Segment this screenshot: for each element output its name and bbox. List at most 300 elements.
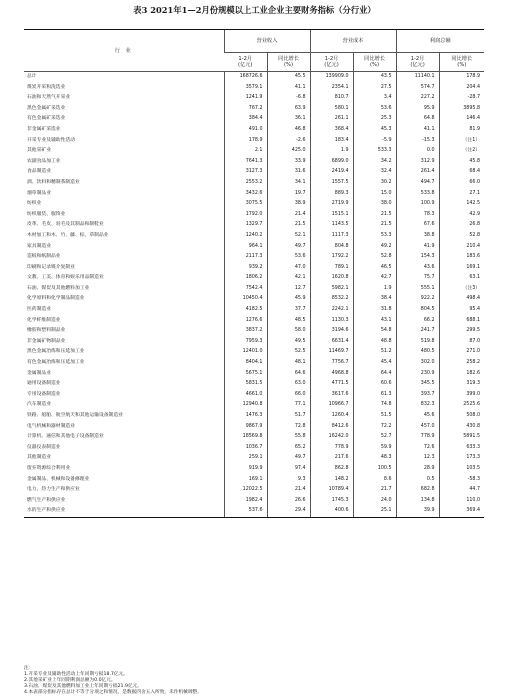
revenue-value-cell: 8404.1 bbox=[224, 358, 267, 369]
cost-value-cell: 1143.5 bbox=[310, 220, 353, 231]
revenue-value-cell: 4661.0 bbox=[224, 390, 267, 401]
cost-value-cell: 1260.4 bbox=[310, 411, 353, 422]
profit-growth-cell: 42.9 bbox=[439, 210, 484, 221]
profit-value-cell: -15.3 bbox=[396, 136, 439, 147]
revenue-growth-header: 同比增长 (%) bbox=[267, 53, 310, 72]
cost-value-cell: 2719.9 bbox=[310, 199, 353, 210]
profit-value-cell: 38.8 bbox=[396, 231, 439, 242]
profit-growth-cell: 45.8 bbox=[439, 157, 484, 168]
cost-value-cell: 2242.1 bbox=[310, 305, 353, 316]
profit-growth-cell: （注3） bbox=[439, 284, 484, 295]
cost-value-cell: 804.8 bbox=[310, 242, 353, 253]
cost-growth-cell: 38.4 bbox=[353, 294, 396, 305]
revenue-growth-cell: 42.1 bbox=[267, 273, 310, 284]
revenue-value-cell: 1476.3 bbox=[224, 411, 267, 422]
industry-name-cell: 水的生产和供应业 bbox=[24, 506, 224, 517]
revenue-growth-cell: 64.6 bbox=[267, 369, 310, 380]
profit-value-cell: 43.6 bbox=[396, 263, 439, 274]
cost-growth-cell: 51.5 bbox=[353, 411, 396, 422]
table-row bbox=[24, 252, 484, 263]
industry-name-cell: 皮革、毛皮、羽毛及其制品和制鞋业 bbox=[27, 222, 104, 228]
cost-value-cell: 368.4 bbox=[310, 125, 353, 136]
revenue-value-cell: 3075.5 bbox=[224, 199, 267, 210]
profit-value-cell: 682.8 bbox=[396, 485, 439, 496]
profit-value-cell: 922.2 bbox=[396, 294, 439, 305]
profit-value-cell: 0.5 bbox=[396, 475, 439, 486]
profit-growth-cell: 319.3 bbox=[439, 379, 484, 390]
revenue-value-cell: 3579.1 bbox=[224, 83, 267, 94]
revenue-growth-cell: 63.0 bbox=[267, 379, 310, 390]
profit-growth-cell: 182.6 bbox=[439, 369, 484, 380]
table-row bbox=[24, 157, 484, 168]
industry-name-cell: 金属制品、机械和设备修理业 bbox=[27, 476, 90, 482]
cost-growth-cell: 48.3 bbox=[353, 453, 396, 464]
revenue-value-cell: 168726.6 bbox=[224, 72, 267, 83]
profit-growth-cell: 173.3 bbox=[439, 453, 484, 464]
industry-name-cell: 酒、饮料和精制茶制造业 bbox=[27, 179, 80, 185]
revenue-growth-cell: 31.6 bbox=[267, 167, 310, 178]
profit-value-cell: 302.0 bbox=[396, 358, 439, 369]
revenue-value-cell: 1329.7 bbox=[224, 220, 267, 231]
cost-growth-cell: 21.7 bbox=[353, 485, 396, 496]
revenue-growth-cell: 45.9 bbox=[267, 294, 310, 305]
revenue-group-header: 营业收入 bbox=[224, 30, 310, 53]
cost-growth-cell: 25.1 bbox=[353, 506, 396, 517]
industry-name-cell: 有色金属矿采选业 bbox=[27, 116, 66, 122]
revenue-growth-cell: 52.5 bbox=[267, 347, 310, 358]
industry-name-cell: 计算机、通信和其他电子设备制造业 bbox=[27, 434, 104, 440]
profit-value-cell: 0.0 bbox=[396, 146, 439, 157]
cost-growth-cell: 34.2 bbox=[353, 157, 396, 168]
cost-value-header: 1-2月 (亿元) bbox=[310, 53, 353, 72]
cost-value-cell: 862.8 bbox=[310, 464, 353, 475]
table-row bbox=[24, 432, 484, 443]
profit-growth-cell: 68.4 bbox=[439, 167, 484, 178]
cost-value-cell: 11469.7 bbox=[310, 347, 353, 358]
table-row bbox=[24, 443, 484, 454]
table-row bbox=[24, 400, 484, 411]
profit-growth-cell: 204.4 bbox=[439, 83, 484, 94]
table-row bbox=[24, 369, 484, 380]
table-row bbox=[24, 125, 484, 136]
table-row bbox=[24, 305, 484, 316]
revenue-growth-cell: 21.4 bbox=[267, 210, 310, 221]
industry-name-cell: 开采专业及辅助性活动 bbox=[27, 137, 75, 143]
profit-growth-cell: 27.1 bbox=[439, 189, 484, 200]
table-row bbox=[24, 199, 484, 210]
table-row bbox=[24, 231, 484, 242]
profit-value-cell: 574.7 bbox=[396, 83, 439, 94]
footnote-2: 2.其他采矿业上年同期利润总额为0.0亿元。 bbox=[24, 677, 116, 683]
revenue-growth-cell: 77.1 bbox=[267, 400, 310, 411]
profit-group-header: 利润总额 bbox=[396, 30, 484, 53]
industry-name-cell: 农副食品加工业 bbox=[27, 158, 61, 164]
industry-name-cell: 仪器仪表制造业 bbox=[27, 444, 61, 450]
cost-growth-cell: 54.8 bbox=[353, 326, 396, 337]
industry-name-cell: 通用设备制造业 bbox=[27, 381, 61, 387]
revenue-value-cell: 7959.3 bbox=[224, 337, 267, 348]
revenue-growth-cell: 38.9 bbox=[267, 199, 310, 210]
table-row bbox=[24, 485, 484, 496]
cost-growth-cell: 27.5 bbox=[353, 83, 396, 94]
profit-growth-cell: 26.8 bbox=[439, 220, 484, 231]
cost-value-cell: 1117.3 bbox=[310, 231, 353, 242]
profit-growth-cell: 271.0 bbox=[439, 347, 484, 358]
cost-value-cell: 3194.6 bbox=[310, 326, 353, 337]
profit-value-cell: 41.9 bbox=[396, 242, 439, 253]
cost-value-cell: 6899.0 bbox=[310, 157, 353, 168]
industry-name-cell: 废弃资源综合利用业 bbox=[27, 465, 71, 471]
cost-value-cell: 2354.1 bbox=[310, 83, 353, 94]
profit-growth-cell: 299.5 bbox=[439, 326, 484, 337]
industry-name-cell: 非金属矿采选业 bbox=[27, 126, 61, 132]
cost-value-cell: 5982.1 bbox=[310, 284, 353, 295]
cost-growth-cell: 25.3 bbox=[353, 114, 396, 125]
table-row bbox=[24, 210, 484, 221]
cost-growth-cell: 21.5 bbox=[353, 210, 396, 221]
industry-name-cell: 木材加工和木、竹、藤、棕、草制品业 bbox=[27, 232, 109, 238]
profit-growth-cell: -28.7 bbox=[439, 93, 484, 104]
cost-growth-cell: 48.8 bbox=[353, 337, 396, 348]
cost-growth-cell: 8.6 bbox=[353, 475, 396, 486]
cost-value-cell: 10966.7 bbox=[310, 400, 353, 411]
table-row bbox=[24, 316, 484, 327]
revenue-growth-cell: 21.5 bbox=[267, 220, 310, 231]
table-row bbox=[24, 242, 484, 253]
cost-growth-cell: 1.9 bbox=[353, 284, 396, 295]
table-row bbox=[24, 263, 484, 274]
revenue-value-cell: 18569.8 bbox=[224, 432, 267, 443]
profit-value-cell: 227.2 bbox=[396, 93, 439, 104]
cost-value-cell: 580.1 bbox=[310, 104, 353, 115]
cost-value-cell: 4968.8 bbox=[310, 369, 353, 380]
revenue-growth-cell: 33.9 bbox=[267, 157, 310, 168]
cost-value-cell: 8412.6 bbox=[310, 422, 353, 433]
revenue-growth-cell: 425.0 bbox=[267, 146, 310, 157]
profit-value-cell: 12.3 bbox=[396, 453, 439, 464]
profit-growth-cell: 210.4 bbox=[439, 242, 484, 253]
financial-indicators-table bbox=[24, 29, 484, 518]
table-row bbox=[24, 347, 484, 358]
cost-growth-cell: 42.7 bbox=[353, 273, 396, 284]
cost-growth-cell: 52.8 bbox=[353, 252, 396, 263]
profit-value-cell: 64.8 bbox=[396, 114, 439, 125]
cost-growth-cell: 72.2 bbox=[353, 422, 396, 433]
profit-value-header: 1-2月 (亿元) bbox=[396, 53, 439, 72]
table-row bbox=[24, 72, 484, 83]
profit-value-cell: 261.4 bbox=[396, 167, 439, 178]
industry-name-cell: 造纸和纸制品业 bbox=[27, 254, 61, 260]
table-row bbox=[24, 284, 484, 295]
profit-growth-cell: 633.3 bbox=[439, 443, 484, 454]
profit-value-cell: 312.9 bbox=[396, 157, 439, 168]
revenue-value-cell: 4182.5 bbox=[224, 305, 267, 316]
revenue-growth-cell: 37.7 bbox=[267, 305, 310, 316]
cost-value-cell: 7756.7 bbox=[310, 358, 353, 369]
revenue-growth-cell: 97.4 bbox=[267, 464, 310, 475]
profit-value-cell: 555.1 bbox=[396, 284, 439, 295]
revenue-growth-cell: 55.8 bbox=[267, 432, 310, 443]
table-row bbox=[24, 453, 484, 464]
cost-value-cell: 1130.3 bbox=[310, 316, 353, 327]
profit-growth-cell: 110.0 bbox=[439, 496, 484, 507]
industry-name-cell: 石油和天然气开采业 bbox=[27, 95, 71, 101]
profit-value-cell: 95.9 bbox=[396, 104, 439, 115]
table-row bbox=[24, 273, 484, 284]
cost-value-cell: 1620.8 bbox=[310, 273, 353, 284]
cost-value-cell: 778.9 bbox=[310, 443, 353, 454]
profit-growth-cell: （注1） bbox=[439, 136, 484, 147]
table-row bbox=[24, 326, 484, 337]
profit-growth-cell: 3895.8 bbox=[439, 104, 484, 115]
revenue-value-cell: 178.9 bbox=[224, 136, 267, 147]
profit-value-cell: 75.7 bbox=[396, 273, 439, 284]
revenue-growth-cell: 48.5 bbox=[267, 316, 310, 327]
revenue-value-cell: 1276.6 bbox=[224, 316, 267, 327]
revenue-growth-cell: -6.8 bbox=[267, 93, 310, 104]
profit-value-cell: 39.9 bbox=[396, 506, 439, 517]
industry-name-cell: 化学原料和化学制品制造业 bbox=[27, 296, 85, 302]
profit-growth-cell: 169.1 bbox=[439, 263, 484, 274]
industry-name-cell: 金属制品业 bbox=[27, 370, 51, 376]
revenue-value-cell: 2.1 bbox=[224, 146, 267, 157]
industry-name-cell: 黑色金属冶炼和压延加工业 bbox=[27, 349, 85, 355]
industry-column-header: 行 业 bbox=[24, 30, 224, 72]
cost-value-cell: 4771.5 bbox=[310, 379, 353, 390]
cost-growth-cell: 100.5 bbox=[353, 464, 396, 475]
cost-value-cell: 10789.4 bbox=[310, 485, 353, 496]
cost-growth-cell: 46.5 bbox=[353, 263, 396, 274]
revenue-growth-cell: 72.8 bbox=[267, 422, 310, 433]
industry-name-cell: 食品制造业 bbox=[27, 169, 51, 175]
table-row bbox=[24, 220, 484, 231]
revenue-growth-cell: -2.6 bbox=[267, 136, 310, 147]
revenue-value-cell: 12401.0 bbox=[224, 347, 267, 358]
revenue-value-cell: 919.9 bbox=[224, 464, 267, 475]
revenue-value-cell: 1241.9 bbox=[224, 93, 267, 104]
revenue-growth-cell: 48.1 bbox=[267, 358, 310, 369]
cost-growth-cell: 24.0 bbox=[353, 496, 396, 507]
cost-growth-cell: 3.4 bbox=[353, 93, 396, 104]
industry-name-cell: 印刷和记录媒介复制业 bbox=[27, 264, 75, 270]
cost-value-cell: 810.7 bbox=[310, 93, 353, 104]
cost-value-cell: 1.9 bbox=[310, 146, 353, 157]
revenue-growth-cell: 21.4 bbox=[267, 485, 310, 496]
profit-growth-cell: 5891.5 bbox=[439, 432, 484, 443]
cost-growth-cell: -5.9 bbox=[353, 136, 396, 147]
industry-name-cell: 专用设备制造业 bbox=[27, 391, 61, 397]
industry-name-cell: 电力、热力生产和供应业 bbox=[27, 487, 80, 493]
revenue-growth-cell: 12.7 bbox=[267, 284, 310, 295]
profit-value-cell: 11140.1 bbox=[396, 72, 439, 83]
profit-value-cell: 241.7 bbox=[396, 326, 439, 337]
cost-growth-cell: 51.2 bbox=[353, 347, 396, 358]
profit-growth-cell: 498.4 bbox=[439, 294, 484, 305]
revenue-value-cell: 9867.9 bbox=[224, 422, 267, 433]
revenue-value-cell: 5831.5 bbox=[224, 379, 267, 390]
footnotes bbox=[24, 666, 494, 696]
profit-value-cell: 154.3 bbox=[396, 252, 439, 263]
revenue-growth-cell: 49.5 bbox=[267, 337, 310, 348]
cost-value-cell: 1745.3 bbox=[310, 496, 353, 507]
footnote-1: 1.开采专业及辅助性活动上年同期亏损18.7亿元。 bbox=[24, 671, 128, 677]
cost-growth-cell: 53.6 bbox=[353, 104, 396, 115]
footnote-4: 4.本表部分指标存在总计不等于分项之和情况，是数据四舍五入所致，未作机械调整。 bbox=[24, 689, 202, 695]
table-row bbox=[24, 104, 484, 115]
revenue-value-cell: 1792.0 bbox=[224, 210, 267, 221]
cost-growth-cell: 32.4 bbox=[353, 167, 396, 178]
table-row bbox=[24, 93, 484, 104]
industry-name-cell: 有色金属冶炼和压延加工业 bbox=[27, 360, 85, 366]
table-row bbox=[24, 189, 484, 200]
cost-growth-cell: 31.8 bbox=[353, 305, 396, 316]
revenue-value-cell: 259.1 bbox=[224, 453, 267, 464]
industry-name-cell: 家具制造业 bbox=[27, 243, 51, 249]
cost-value-cell: 148.2 bbox=[310, 475, 353, 486]
revenue-growth-cell: 26.6 bbox=[267, 496, 310, 507]
profit-growth-cell: 183.6 bbox=[439, 252, 484, 263]
profit-growth-cell: 430.8 bbox=[439, 422, 484, 433]
revenue-value-cell: 10450.4 bbox=[224, 294, 267, 305]
revenue-growth-cell: 46.8 bbox=[267, 125, 310, 136]
industry-name-cell: 其他制造业 bbox=[27, 455, 51, 461]
revenue-growth-cell: 47.0 bbox=[267, 263, 310, 274]
cost-growth-cell: 59.9 bbox=[353, 443, 396, 454]
profit-growth-cell: 399.0 bbox=[439, 390, 484, 401]
table-row bbox=[24, 358, 484, 369]
table-body bbox=[24, 72, 484, 518]
revenue-value-header: 1-2月 (亿元) bbox=[224, 53, 267, 72]
cost-group-header: 营业成本 bbox=[310, 30, 396, 53]
table-row bbox=[24, 83, 484, 94]
profit-growth-cell: 81.9 bbox=[439, 125, 484, 136]
profit-growth-cell: 369.4 bbox=[439, 506, 484, 517]
cost-value-cell: 400.6 bbox=[310, 506, 353, 517]
industry-name-cell: 汽车制造业 bbox=[27, 402, 51, 408]
revenue-growth-cell: 19.7 bbox=[267, 189, 310, 200]
profit-value-cell: 41.1 bbox=[396, 125, 439, 136]
cost-value-cell: 183.4 bbox=[310, 136, 353, 147]
cost-value-cell: 789.1 bbox=[310, 263, 353, 274]
industry-name-cell: 非金属矿物制品业 bbox=[27, 338, 66, 344]
profit-value-cell: 480.5 bbox=[396, 347, 439, 358]
industry-name-cell: 文教、工美、体育和娱乐用品制造业 bbox=[27, 275, 104, 281]
cost-growth-cell: 43.5 bbox=[353, 72, 396, 83]
profit-value-cell: 100.9 bbox=[396, 199, 439, 210]
profit-growth-cell: -58.3 bbox=[439, 475, 484, 486]
footnote-3: 3.石油、煤炭及其他燃料加工业上年同期亏损21.9亿元。 bbox=[24, 683, 143, 689]
cost-value-cell: 16242.0 bbox=[310, 432, 353, 443]
profit-growth-cell: 258.2 bbox=[439, 358, 484, 369]
table-row bbox=[24, 178, 484, 189]
profit-growth-cell: 95.4 bbox=[439, 305, 484, 316]
table-row bbox=[24, 337, 484, 348]
profit-value-cell: 45.6 bbox=[396, 411, 439, 422]
cost-growth-cell: 60.6 bbox=[353, 379, 396, 390]
revenue-growth-cell: 34.1 bbox=[267, 178, 310, 189]
revenue-growth-cell: 9.3 bbox=[267, 475, 310, 486]
table-row bbox=[24, 294, 484, 305]
cost-value-cell: 3617.6 bbox=[310, 390, 353, 401]
table-header bbox=[24, 30, 484, 72]
industry-name-cell: 铁路、船舶、航空航天和其他运输设备制造业 bbox=[27, 413, 123, 418]
profit-value-cell: 67.6 bbox=[396, 220, 439, 231]
revenue-value-cell: 2553.2 bbox=[224, 178, 267, 189]
cost-growth-header: 同比增长 (%) bbox=[353, 53, 396, 72]
profit-value-cell: 72.6 bbox=[396, 443, 439, 454]
profit-growth-header: 同比增长 (%) bbox=[439, 53, 484, 72]
revenue-value-cell: 384.4 bbox=[224, 114, 267, 125]
revenue-value-cell: 767.2 bbox=[224, 104, 267, 115]
revenue-value-cell: 169.1 bbox=[224, 475, 267, 486]
cost-growth-cell: 533.3 bbox=[353, 146, 396, 157]
profit-growth-cell: 178.9 bbox=[439, 72, 484, 83]
industry-name-cell: 医药制造业 bbox=[27, 307, 51, 313]
table-row bbox=[24, 422, 484, 433]
table-row bbox=[24, 464, 484, 475]
profit-value-cell: 78.3 bbox=[396, 210, 439, 221]
profit-growth-cell: 2525.6 bbox=[439, 400, 484, 411]
revenue-growth-cell: 58.0 bbox=[267, 326, 310, 337]
table-row bbox=[24, 146, 484, 157]
table-row bbox=[24, 379, 484, 390]
table-row bbox=[24, 496, 484, 507]
profit-value-cell: 804.5 bbox=[396, 305, 439, 316]
table-row bbox=[24, 136, 484, 147]
revenue-value-cell: 1806.2 bbox=[224, 273, 267, 284]
cost-value-cell: 2419.4 bbox=[310, 167, 353, 178]
profit-growth-cell: 142.5 bbox=[439, 199, 484, 210]
cost-growth-cell: 53.3 bbox=[353, 231, 396, 242]
revenue-growth-cell: 65.2 bbox=[267, 443, 310, 454]
cost-value-cell: 261.1 bbox=[310, 114, 353, 125]
table-row bbox=[24, 506, 484, 517]
revenue-value-cell: 7542.4 bbox=[224, 284, 267, 295]
revenue-value-cell: 3432.6 bbox=[224, 189, 267, 200]
revenue-growth-cell: 49.7 bbox=[267, 453, 310, 464]
profit-growth-cell: 508.0 bbox=[439, 411, 484, 422]
revenue-growth-cell: 53.6 bbox=[267, 252, 310, 263]
revenue-value-cell: 3127.3 bbox=[224, 167, 267, 178]
table-row bbox=[24, 114, 484, 125]
cost-value-cell: 1557.5 bbox=[310, 178, 353, 189]
cost-growth-cell: 45.3 bbox=[353, 125, 396, 136]
industry-name-cell: 化学纤维制造业 bbox=[27, 317, 61, 323]
revenue-growth-cell: 51.7 bbox=[267, 411, 310, 422]
industry-name-cell: 煤炭开采和洗选业 bbox=[27, 84, 66, 90]
profit-growth-cell: 63.1 bbox=[439, 273, 484, 284]
revenue-growth-cell: 63.9 bbox=[267, 104, 310, 115]
industry-name-cell: 纺织服装、服饰业 bbox=[27, 211, 66, 217]
industry-name-cell: 纺织业 bbox=[27, 201, 42, 207]
profit-value-cell: 494.7 bbox=[396, 178, 439, 189]
profit-value-cell: 457.0 bbox=[396, 422, 439, 433]
cost-value-cell: 139909.0 bbox=[310, 72, 353, 83]
industry-name-cell: 烟草制品业 bbox=[27, 190, 51, 196]
profit-value-cell: 832.3 bbox=[396, 400, 439, 411]
profit-value-cell: 345.5 bbox=[396, 379, 439, 390]
cost-growth-cell: 61.3 bbox=[353, 390, 396, 401]
revenue-value-cell: 1036.7 bbox=[224, 443, 267, 454]
revenue-value-cell: 2117.3 bbox=[224, 252, 267, 263]
revenue-value-cell: 5675.1 bbox=[224, 369, 267, 380]
profit-growth-cell: 87.0 bbox=[439, 337, 484, 348]
footnotes-heading: 注： bbox=[24, 666, 34, 671]
industry-name-cell: 橡胶和塑料制品业 bbox=[27, 328, 66, 334]
table-row bbox=[24, 475, 484, 486]
profit-value-cell: 393.7 bbox=[396, 390, 439, 401]
cost-value-cell: 889.3 bbox=[310, 189, 353, 200]
